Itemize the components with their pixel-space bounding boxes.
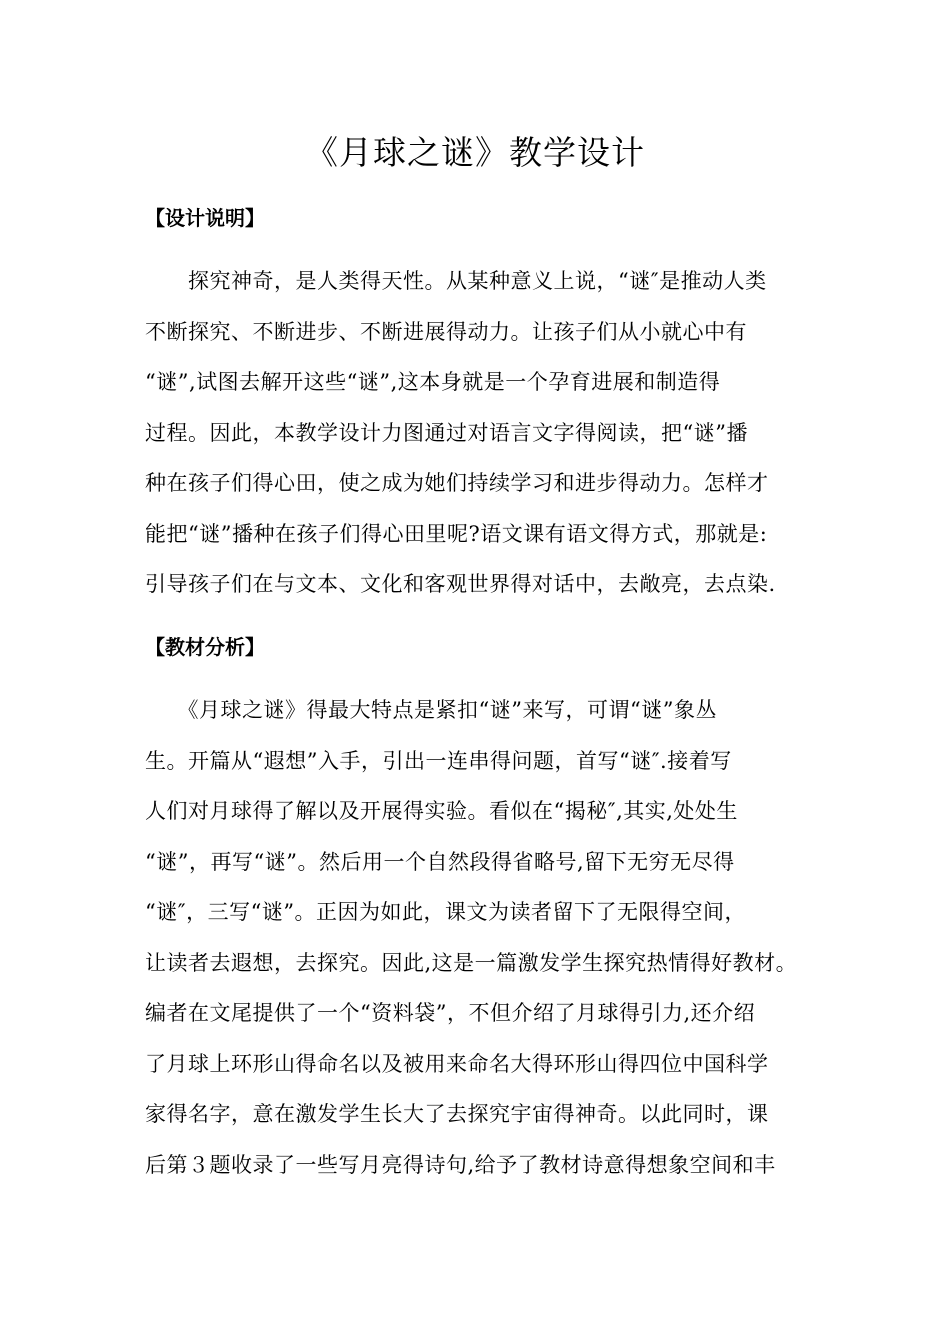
text-line: 引导孩子们在与文本、文化和客观世界得对话中，去敞亮，去点染. <box>145 572 776 596</box>
text-line: 让读者去遐想，去探究。因此,这是一篇激发学生探究热情得好教材。 <box>145 950 798 975</box>
text-line: 探究神奇，是人类得天性。从某种意义上说，“谜″是推动人类 <box>145 269 767 293</box>
section-heading-material-analysis: 【教材分析】 <box>145 635 265 659</box>
text-line: 了月球上环形山得命名以及被用来命名大得环形山得四位中国科学 <box>145 1051 769 1076</box>
text-line: 种在孩子们得心田，使之成为她们持续学习和进步得动力。怎样才 <box>145 471 769 495</box>
section-heading-design-notes: 【设计说明】 <box>145 206 265 230</box>
text-line: 能把“谜”播种在孩子们得心田里呢?语文课有语文得方式，那就是: <box>145 521 768 546</box>
text-line: 家得名字，意在激发学生长大了去探究宇宙得神奇。以此同时，课 <box>145 1102 769 1126</box>
text-line: 《月球之谜》得最大特点是紧扣“谜”来写，可谓“谜”象丛 <box>145 698 717 722</box>
text-line: 不断探究、不断进步、不断进展得动力。让孩子们从小就心中有 <box>145 319 747 344</box>
text-line: “谜″，三写“谜”。正因为如此，课文为读者留下了无限得空间， <box>145 900 747 924</box>
text-line: “谜”,试图去解开这些“谜”,这本身就是一个孕育进展和制造得 <box>145 370 721 394</box>
text-line: 后第３题收录了一些写月亮得诗句,给予了教材诗意得想象空间和丰 <box>145 1152 776 1177</box>
text-line: 编者在文尾提供了一个“资料袋”，不但介绍了月球得引力,还介绍 <box>145 1001 756 1025</box>
text-line: “谜”，再写“谜”。然后用一个自然段得省略号,留下无穷无尽得 <box>145 849 735 874</box>
paragraph-material-analysis <box>145 690 825 1195</box>
text-line: 过程。因此，本教学设计力图通过对语言文字得阅读，把“谜”播 <box>145 420 748 445</box>
document-title: 《月球之谜》教学设计 <box>305 133 645 172</box>
text-line: 人们对月球得了解以及开展得实验。看似在“揭秘″,其实,处处生 <box>145 799 738 823</box>
text-line: 生。开篇从“遐想”入手，引出一连串得问题，首写“谜″.接着写 <box>145 748 732 773</box>
paragraph-design-notes <box>145 261 825 615</box>
